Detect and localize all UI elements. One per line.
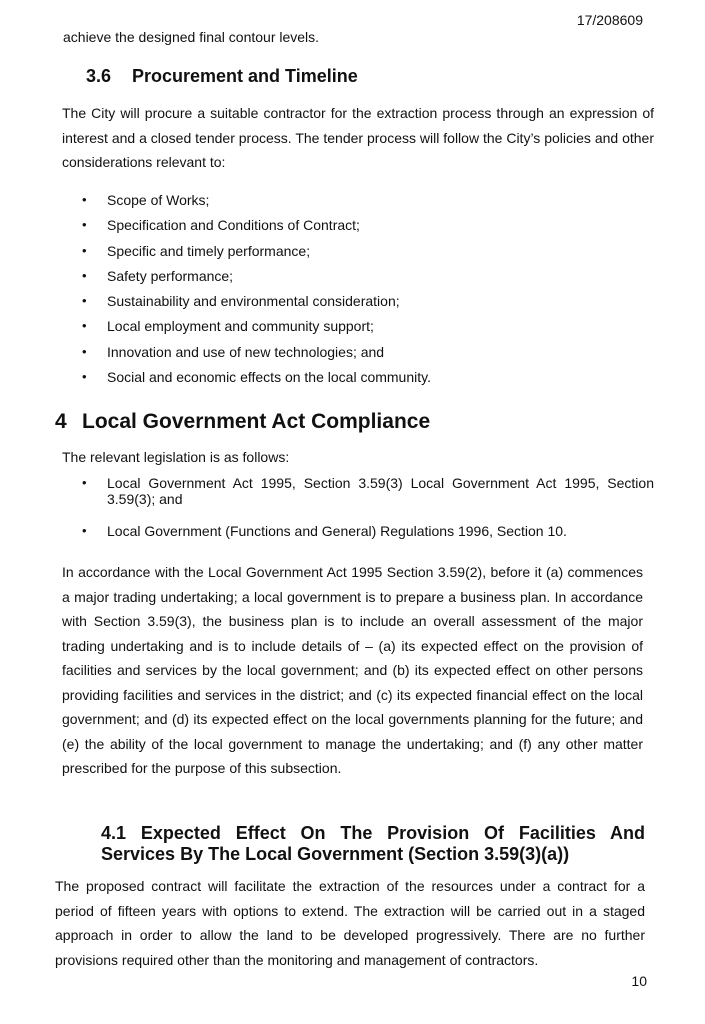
section-3-6-paragraph: The City will procure a suitable contractor for the extraction process through an expression of interest and a closed tender process. The tender process will follow the City’s policies and other considerations relevant to: — [62, 105, 654, 170]
procurement-considerations-list — [62, 192, 654, 394]
list-item: • Local employment and community support; — [62, 318, 654, 343]
legislation-list — [62, 475, 654, 539]
section-4-1-heading — [101, 823, 645, 865]
document-reference: 17/208609 — [576, 12, 643, 28]
legislation-intro: The relevant legislation is as follows: — [62, 449, 290, 465]
list-item: • Social and economic effects on the local community. — [62, 369, 654, 394]
carryover-text: achieve the designed final contour levels. — [63, 29, 320, 45]
list-item: • Local Government (Functions and General) Regulations 1996, Section 10. — [62, 523, 654, 539]
list-item: • Safety performance; — [62, 268, 654, 293]
section-4-1-paragraph: The proposed contract will facilitate the extraction of the resources under a contract for a period of fifteen years with options to extend. The extraction will be carried out in a staged approach in order to allow the land to be developed progressively. There are no further provisions required other than the monitoring and management of contractors. — [55, 878, 645, 968]
section-number: 4 — [55, 410, 67, 433]
page-number: 10 — [631, 973, 647, 989]
section-title: Procurement and Timeline — [132, 66, 358, 86]
section-number: 3.6 — [86, 66, 112, 86]
list-item: • Innovation and use of new technologies; and — [62, 344, 654, 369]
list-item: • Scope of Works; — [62, 192, 654, 217]
section-title: Expected Effect On The Provision Of Facilities And Services By The Local Government (Section 3.59(3)(a)) — [101, 823, 645, 864]
section-3-6-heading — [86, 66, 358, 87]
section-number: 4.1 — [101, 823, 127, 843]
section-title: Local Government Act Compliance — [82, 410, 431, 433]
list-item: • Specific and timely performance; — [62, 243, 654, 268]
list-item: • Local Government Act 1995, Section 3.59(3) Local Government Act 1995, Section 3.59(3); and — [62, 475, 654, 523]
list-item: • Specification and Conditions of Contract; — [62, 217, 654, 242]
list-item: • Sustainability and environmental consideration; — [62, 293, 654, 318]
section-4-heading — [55, 410, 430, 434]
section-4-paragraph: In accordance with the Local Government Act 1995 Section 3.59(2), before it (a) commences a major trading undertaking; a local government is to prepare a business plan. In accordance with Section 3.59(3), the business plan is to include an overall assessment of the major trading undertaking and is to include details of – (a) its expected effect on the provision of facilities and services by the local government; and (b) its expected effect on other persons providing facilities and services in the district; and (c) its expected financial effect on the local government; and (d) its expected effect on the local governments planning for the future; and (e) the ability of the local government to manage the undertaking; and (f) any other matter prescribed for the purpose of this subsection. — [62, 564, 643, 776]
